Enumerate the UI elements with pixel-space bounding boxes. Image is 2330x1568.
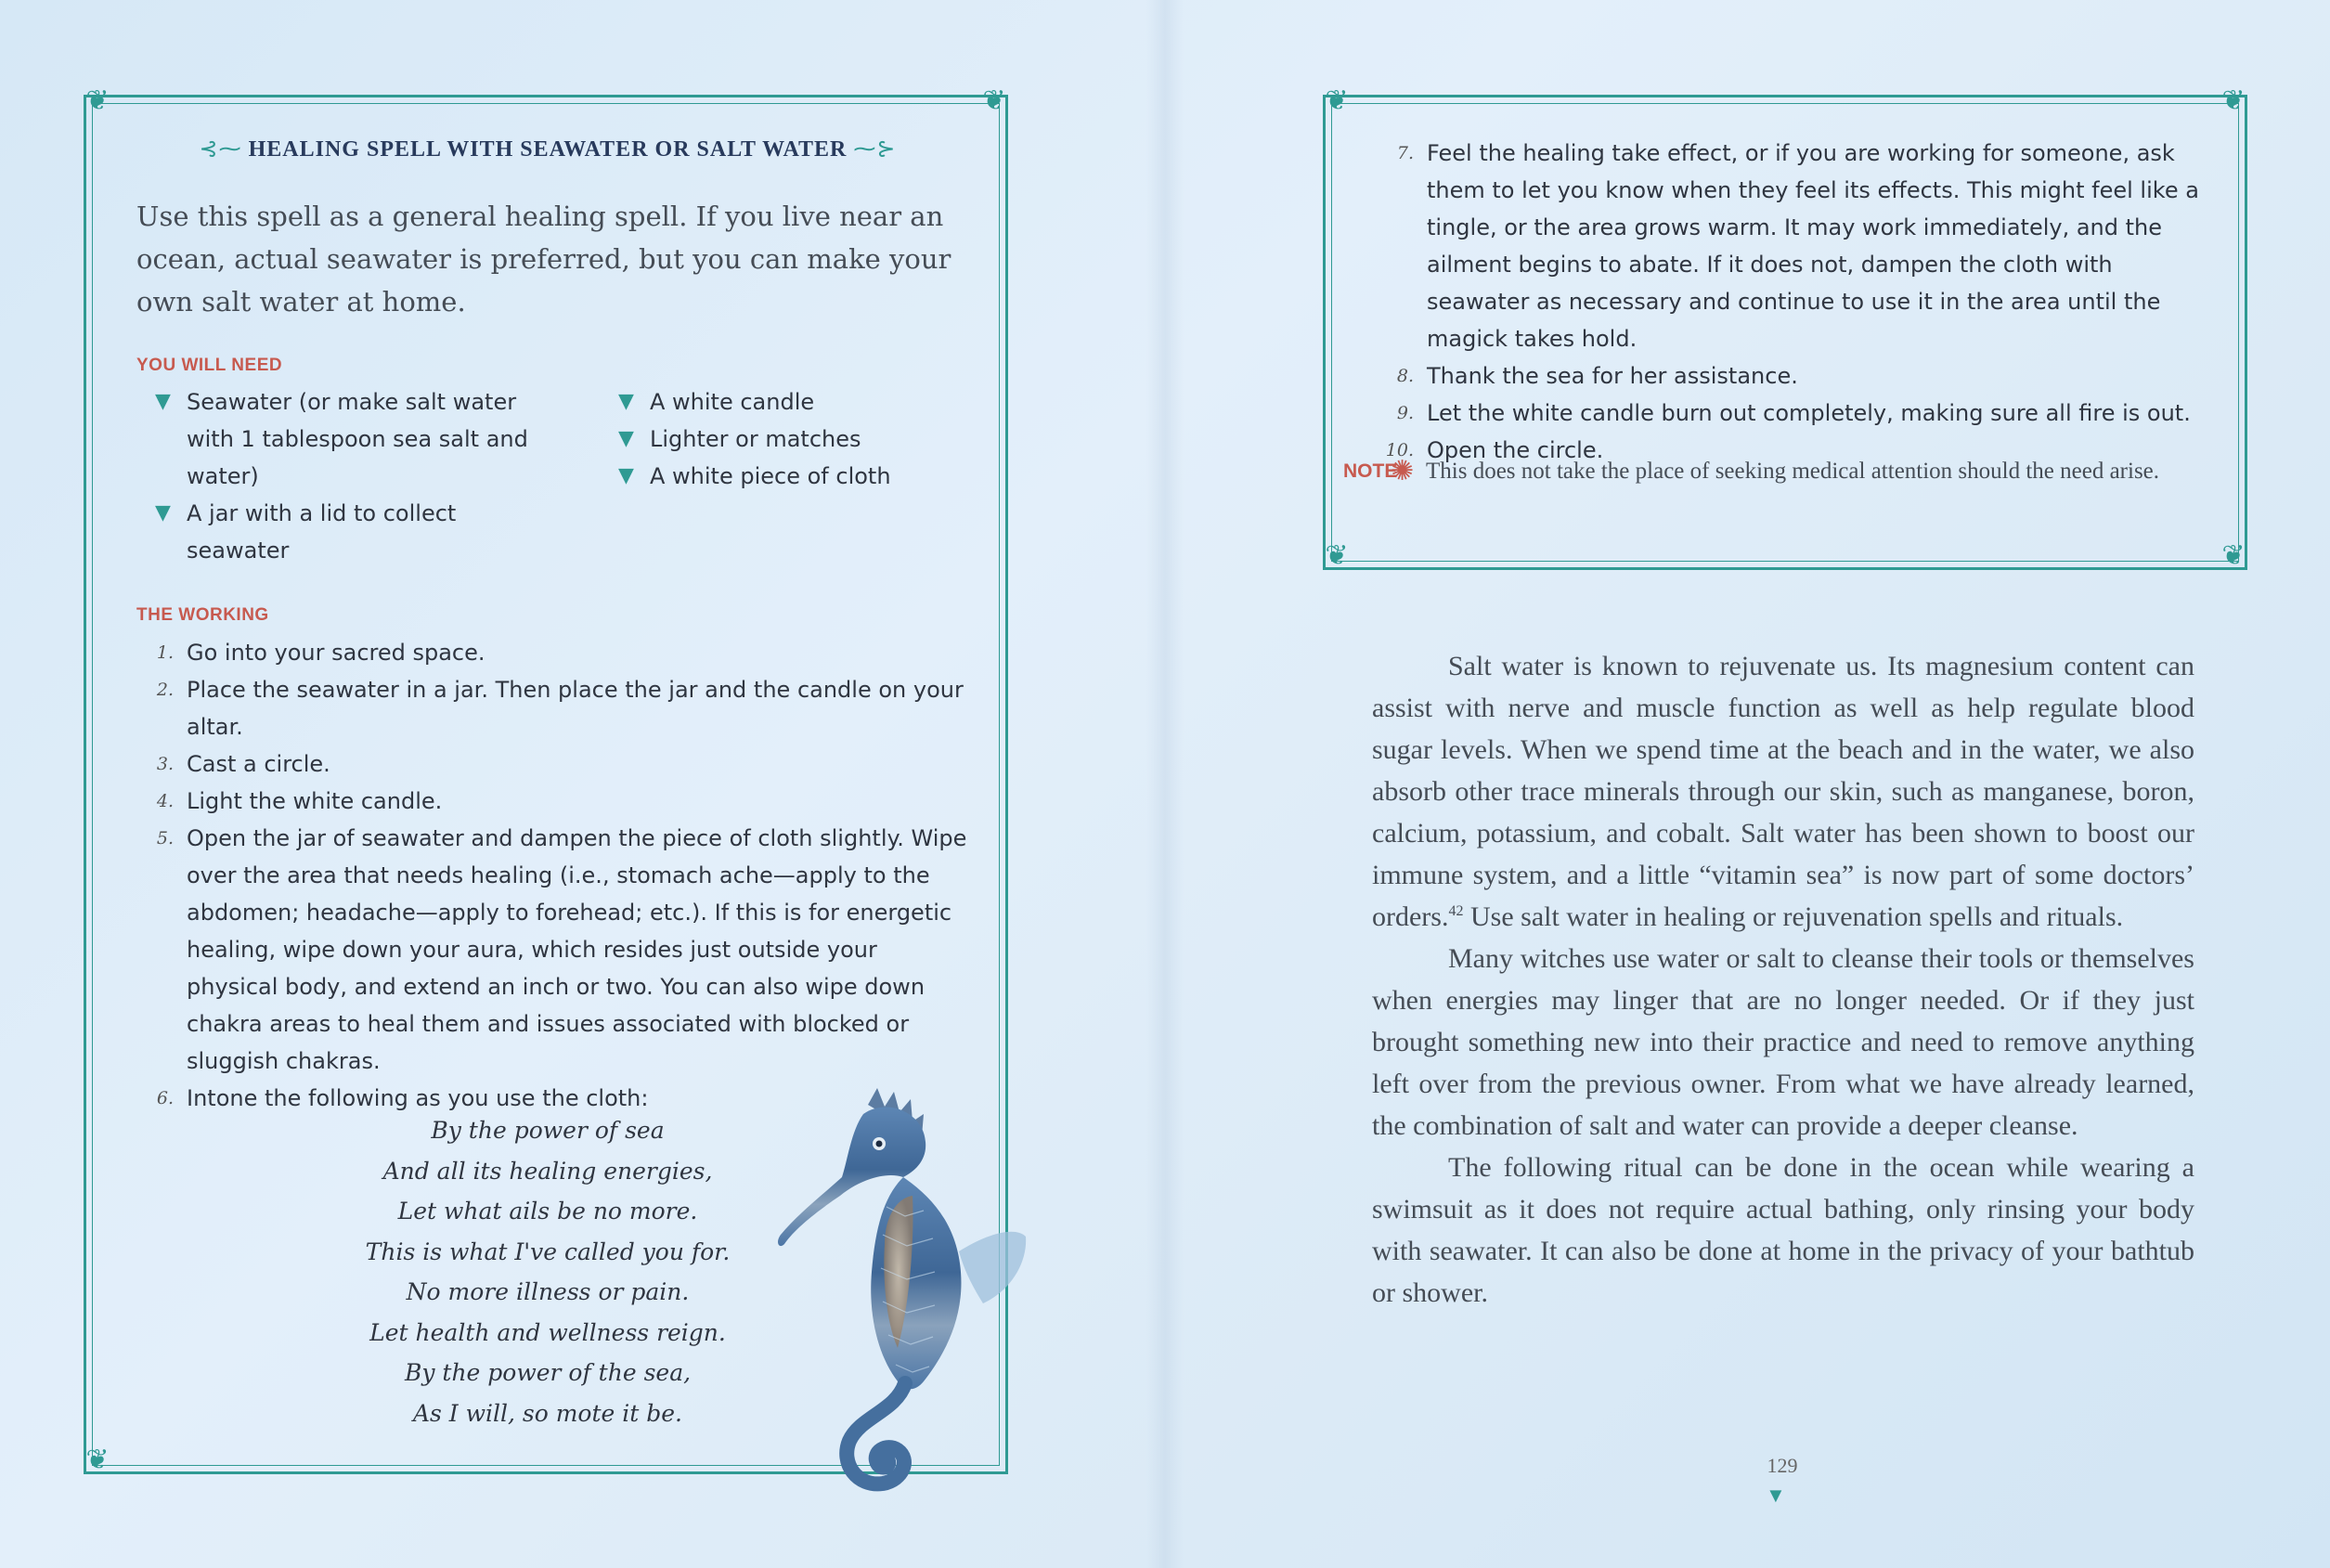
poem-line: By the power of the sea, [404, 1359, 692, 1386]
list-item [136, 383, 545, 495]
materials-list-col2 [600, 383, 990, 495]
step-text: Feel the healing take effect, or if you are working for someone, ask them to let you know when they feel its effects. This might feel like a tingle, or the area grows warm. It may work immediately, and the ailment begins to abate. If it does not, dampen the cloth with seawater as necessary and continue to use it in the area until the magick takes hold. [1427, 140, 2199, 352]
poem-line: And all its healing energies, [382, 1157, 713, 1185]
incantation-poem [325, 1110, 770, 1433]
step-text: Open the circle. [1427, 437, 1604, 463]
step-text: Thank the sea for her assistance. [1427, 363, 1798, 389]
list-item [600, 421, 990, 458]
scroll-corner-icon: ❦ [1325, 85, 1349, 116]
list-item [136, 495, 545, 569]
poem-line: Let what ails be no more. [397, 1198, 698, 1225]
step-number: 3. [156, 754, 174, 774]
footnote-marker[interactable]: 42 [1448, 903, 1464, 919]
step-item [136, 783, 967, 820]
step-text: Place the seawater in a jar. Then place the jar and the candle on your altar. [187, 677, 964, 740]
list-item [600, 458, 990, 495]
list-item [600, 383, 990, 421]
poem-line: This is what I've called you for. [365, 1238, 731, 1265]
step-item [1377, 357, 2203, 395]
step-text: Light the white candle. [187, 788, 443, 814]
teal-fleur-bullet-icon: ▼ [155, 501, 171, 525]
flourish-icon: ⁓⊱ [847, 137, 897, 162]
scroll-corner-icon: ❦ [982, 85, 1006, 116]
list-item-text: A white candle [650, 389, 815, 415]
spell-title-text: HEALING SPELL WITH SEAWATER OR SALT WATER [248, 137, 848, 162]
step-item [1377, 135, 2203, 357]
scroll-corner-icon: ❦ [85, 1445, 110, 1475]
step-item [136, 634, 967, 671]
step-number: 5. [156, 828, 174, 849]
paragraph-text: Salt water is known to rejuvenate us. Its magnesium content can assist with nerve and muscle function as well as help regulate blood sugar levels. When we spend time at the beach and in the water, we also absorb other trace minerals through our skin, such as manganese, boron, calcium, potassium, and cobalt. Salt water has been shown to boost our immune system, and a little “vitamin sea” is now part of some doctors’ orders. [1372, 651, 2194, 932]
note-text: This does not take the place of seeking medical attention should the need arise. [1426, 459, 2160, 484]
teal-fleur-bullet-icon: ▼ [618, 464, 634, 487]
scroll-corner-icon: ❦ [2221, 540, 2246, 571]
step-number: 1. [156, 642, 174, 663]
teal-fleur-bullet-icon: ▼ [618, 390, 634, 413]
step-text: Cast a circle. [187, 751, 330, 777]
page-ornament-icon: ▼ [1766, 1484, 1786, 1507]
starburst-icon: ✺ [1391, 456, 1415, 486]
working-steps-left [136, 634, 967, 1117]
body-paragraph: Many witches use water or salt to cleanse their tools or themselves when energies may linger that are no longer needed. Or if they just brought something new into their practice and need to remove anything left over from the previous owner. From what we have already learned, the combination of salt and water can provide a deeper cleanse. [1372, 943, 2194, 1141]
poem-line: By the power of sea [431, 1117, 665, 1144]
teal-fleur-bullet-icon: ▼ [155, 390, 171, 413]
poem-line: No more illness or pain. [406, 1278, 690, 1305]
page-number: 129 [1767, 1454, 1798, 1477]
body-paragraph: The following ritual can be done in the ocean while wearing a swimsuit as it does not require actual bathing, only rinsing your body with seawater. It can also be done at home in the privacy of your bathtub or shower. [1372, 1152, 2194, 1308]
step-number: 10. [1385, 440, 1414, 460]
note-label: NOTE [1343, 460, 1398, 482]
you-will-need-heading: YOU WILL NEED [136, 356, 283, 375]
spell-title [139, 136, 956, 162]
list-item-text: A white piece of cloth [650, 463, 891, 489]
step-number: 9. [1396, 403, 1414, 423]
list-item-text: Seawater (or make salt water with 1 tablespoon sea salt and water) [187, 389, 528, 489]
step-number: 2. [156, 680, 174, 700]
scroll-corner-icon: ❦ [85, 85, 110, 116]
step-number: 6. [156, 1088, 174, 1108]
poem-line: Let health and wellness reign. [369, 1318, 726, 1346]
step-number: 8. [1396, 366, 1414, 386]
step-item [136, 745, 967, 783]
materials-list-col1 [136, 383, 545, 569]
seahorse-illustration [775, 1086, 1030, 1495]
the-working-heading: THE WORKING [136, 605, 269, 625]
working-steps-right [1377, 135, 2203, 469]
list-item-text: A jar with a lid to collect seawater [187, 500, 457, 564]
step-number: 4. [156, 791, 174, 811]
step-item [136, 820, 967, 1080]
body-paragraph [1372, 645, 2194, 938]
scroll-corner-icon: ❦ [1325, 540, 1349, 571]
step-item [136, 671, 967, 745]
flourish-icon: ⊰⁓ [199, 137, 249, 162]
step-item [1377, 395, 2203, 432]
teal-fleur-bullet-icon: ▼ [618, 427, 634, 450]
step-text: Open the jar of seawater and dampen the piece of cloth slightly. Wipe over the area that needs healing (i.e., stomach ache—apply to the abdomen; headache—apply to forehead; etc.). If this is for energetic healing, wipe down your aura, which resides just outside your physical body, and extend an inch or two. You can also wipe down chakra areas to heal them and issues associated with blocked or sluggish chakras. [187, 825, 967, 1074]
list-item-text: Lighter or matches [650, 426, 861, 452]
body-text [1372, 645, 2194, 1314]
step-text: Let the white candle burn out completely, making sure all fire is out. [1427, 400, 2191, 426]
step-text: Go into your sacred space. [187, 640, 485, 666]
scroll-corner-icon: ❦ [2221, 85, 2246, 116]
intro-paragraph: Use this spell as a general healing spell. If you live near an ocean, actual seawater is preferred, but you can make your own salt water at home. [136, 201, 951, 317]
paragraph-text: Use salt water in healing or rejuvenation spells and rituals. [1463, 901, 2124, 932]
step-text: Intone the following as you use the cloth: [187, 1085, 649, 1111]
step-number: 7. [1396, 143, 1414, 163]
poem-line: As I will, so mote it be. [412, 1399, 683, 1427]
